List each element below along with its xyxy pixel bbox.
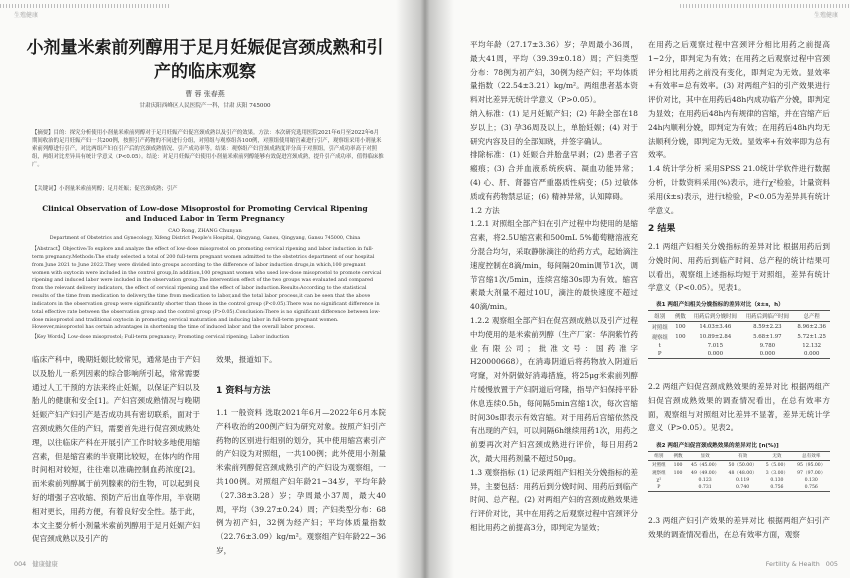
body-column-3: 平均年龄（27.17±3.36）岁；孕周最小36周，最大41周，平均（39.39±0.18）周；产妇类型分布：78例为初产妇，30例为经产妇；平均体质量指数（22.54±3.21）kg/m²。两组患者基本资料对比差异无统计学意义（P>0.05）。 纳入标准：(1) 足月妊娠产妇；(2) 年龄全部在18岁以上；(3) 孕36周及以上，单胎妊娠；(4) 对于研究内容及目的全部知晓，并签字确认。 排除标准：(1) 妊娠合并胎盘早剥；(2) 患者子宫瘢痕；(3) 合并血液系统疾病、凝血功能异常；(4) 心、肝、肾器官严重器质性病变；(5) 过敏体质或有药物禁忌证；(6) 精神异常，认知障碍。 1.2 方法 1.2.1 对照组全部产妇在引产过程中均使用的是缩宫素，将2.5U缩宫素和500mL 5%葡萄糖溶液充分混合均匀，采取静脉滴注的给药方式，起始滴注速度控制在8滴/min，每间隔20min调节1次，调节宫缩1次/5min，连续宫缩30s即为有效。缩宫素最大剂量不超过10U，滴注的最快速度不超过40滴/min。 1.2.2 观察组全部产妇在促宫颈成熟以及引产过程中均使用的是米索前列醇（生产厂家：华润紫竹药业有限公司；批准文号：国药准字H20000668），在消毒阴道后将药物放入阴道后穹窿，对外阴做好消毒措施，将25μg米索前列醇片缓慢放置于产妇阴道后穹隆，指导产妇保持平卧休息连续0.5h，每间隔5min宫缩1次，每次宫缩时间30s即表示有效宫缩。对于用药后宫缩依然没有出现的产妇，可以间隔6h继续用药1次，用药之前要再次对产妇宫颈成熟进行评价，每日用药2次，最大用药剂量不超过50μg。 1.3 观察指标 (1) 记录两组产妇相关分娩指标的差异，主要包括：用药后到分娩时间、用药后到临产时间、总产程。(2) 对两组产妇的宫颈成熟效果进行评价对比，其中在用药之后观察过程中宫颈评分相比用药之前提高3分，即判定为显效； [470,40,638,532]
table-header-cell: 例数 [672,311,690,322]
table-header-cell: 用药后到临产时间 [741,311,793,322]
table-1-caption: 表1 两组产妇相关分娩指标的差异对比（x̄±s，h） [656,302,784,308]
table-cell: 97（97.00） [797,471,826,476]
left-page [0,0,422,578]
table-cell: 观察组 [651,471,666,476]
footer-left [14,559,58,568]
right-page [428,0,850,578]
table-cell: 0.000 [741,350,793,359]
table-cell: 48（48.00） [728,471,757,476]
table-cell: 100 [673,462,683,468]
table-cell: 9.780 [759,343,776,349]
table-cell [670,484,687,492]
result-2-1: 2.1 两组产妇相关分娩指标的差异对比 根据用药后到分娩时间、用药后到临产时间、总产程的统计结果可以看出，观察组上述指标均短于对照组，差异有统计学意义（P<0.05）。见表1。 [648,242,830,293]
result-2-2: 2.2 两组产妇促宫颈成熟效果的差异对比 根据两组产妇促宫颈成熟效果的调查情况看出，在总有效率方面，观察组与对照组对比差异不显著，差异无统计学意义（P>0.05）。见表2。 [648,382,830,433]
page-number: 004 [14,560,27,568]
table-row [648,461,830,470]
table-cell [670,477,687,484]
table-cell: 8.59±2.23 [753,324,782,330]
abstract-en: 【Abstract】Objective:To explore and analyze the effect of low-dose misoprostol on promoting cervical ripening and labor induction in full-term pregnancy.Methods:The study selected a total of 200 full-term pregnant women admitted to the obstetrics department of our hospital from June 2021 to June 2022.They were divided into groups according to the difference of labor induction drugs,in which,100 pregnant women with oxytocin were included in the control group,In addition,100 pregnant women who used low-dose misoprostol to promote cervical ripening and induced labor were included in the observation group.The intervention effect of the two groups was evaluated and compared from the relevant delivery indicators, the effect of cervical ripening and the effect of labor induction.Results:According to the statistical results of the time from medication to delivery,the time from medication to labor,and the total labor process,it can be seen that the above indicators in the observation group were significantly shorter than those in the control group (P<0.05).There was no significant difference in total effective rate between the observation group and the control group (P>0.05).Conclusion:There is no significant difference between low-dose misoprostol and traditional oxytocin in promoting cervical maturation and inducing labor in full-term pregnant women. However,misoprostol has certain advantages in shortening the time of induced labor and the overall labor process. [32,246,382,331]
table-header-cell: 组别 [648,311,672,322]
table-cell: 0.000 [793,350,830,359]
table-cell: 0.756 [792,484,830,492]
table-row [648,477,830,484]
abstract-cn: 【摘要】目的：探究分析使用小剂量米索前列醇对于足月妊娠产妇促宫颈成熟以及引产的效果。方法：本次研究选用医院2021年6月至2022年6月期间收治的足月妊娠产妇一共200例，按照引产药物的不同进行分组，对照组与观察组各100例，对照组使用缩宫素进行引产，观察组采用小剂量米索前列醇进行引产，对比两组产妇在引产后的宫颈成熟情况、引产成功率等。结果：观察组产妇宫颈成熟度评分高于对照组，引产成功率高于对照组，两组对比差异具有统计学意义（P<0.05）。结论：对足月妊娠产妇使用小剂量米索前列醇能够有效促进宫颈成熟，提升引产成功率，值得临床推广。 [32,130,384,168]
table-cell: t [658,343,661,349]
authors: 曹 蓉 张春燕 [185,90,225,98]
table-cell: P [648,484,670,492]
table-cell: 100 [673,470,683,476]
table-cell: 10.89±2.84 [699,334,732,340]
table-header-cell: 用药后到分娩时间 [689,311,741,322]
table-header-cell: 组别 [648,452,670,461]
table-cell: 49（49.00） [691,471,720,476]
table-cell: 0.130 [770,478,784,483]
table-header-cell: 例数 [670,452,687,461]
table-cell [672,350,690,359]
table-cell: 对照组 [651,325,668,331]
table-1 [648,310,830,359]
table-cell: 50（50.00） [728,463,757,468]
table-row [648,322,830,333]
section-1-heading: 1 资料与方法 [216,386,271,396]
table-cell: P [648,350,672,359]
table-cell: 100 [675,334,686,340]
table-cell [672,342,690,350]
table-row [648,484,830,492]
table-cell: 14.03±3.46 [699,324,732,330]
table-cell: 对照组 [651,463,666,468]
affiliation: 甘肃庆阳西峰区人民医院产一科，甘肃 庆阳 745000 [139,103,271,109]
table-cell: 0.119 [736,478,750,483]
table-cell: 0.740 [724,484,762,492]
footer-journal: 健康健康 [32,560,58,568]
body-column-4: 在用药之后观察过程中宫颈评分相比用药之前提高1~2分，即判定为有效；在用药之后观察过程中宫颈评分相比用药之前没有变化，即判定为无效。显效率+有效率=总有效率。(3) 对两组产妇的引产效果进行评价对比，其中在用药后48h内成功临产分娩，即判定为显效；在用药后48h内有规律的宫缩，并在宫缩产后24h内顺利分娩，即判定为有效；在用药后48h内均无法顺利分娩，即判定为无效。显效率+有效率即为总有效率。 1.4 统计学分析 采用SPSS 21.0统计学软件进行数据分析，计数资料采用(%)表示，进行χ²检验，计量资料采用(x̄±s)表示，进行t检验，P<0.05为差异具有统计学意义。 [648,40,830,215]
header-rule-right [680,4,850,8]
section-2-heading: 2 结果 [648,224,676,234]
table-cell: 5.68±1.97 [753,334,782,340]
table-2 [648,451,830,492]
book-gutter [396,0,454,578]
table-row [648,332,830,342]
body-column-2: 1.1 一般资料 选取2021年6月—2022年6月本院产科收治的200例产妇为研究对象。按照产妇引产药物的区别进行组别的划分，其中使用缩宫素引产的产妇设为对照组，一共100例；此外使用小剂量米索前列醇促宫颈成熟引产的产妇设为观察组，一共100例。对照组产妇年龄21~34岁，平均年龄（27.38±3.28）岁；孕周最小37周，最大40周，平均（39.27±0.24）周；产妇类型分布：68例为初产妇，32例为经产妇；平均体质量指数（22.76±3.09）kg/m²。观察组产妇年龄22~36岁， [216,408,386,555]
table-cell: 观察组 [651,335,668,341]
english-title: Clinical Observation of Low-dose Misoprostol for Promoting Cervical Ripening and Induced Labor in Term Pregnancy [42,204,368,223]
table-cell: 5.72±1.25 [797,334,826,340]
table-row [648,342,830,350]
table-cell: χ² [656,478,662,483]
table-cell: 12.132 [802,343,822,349]
body-column-1: 临床产科中，晚期妊娠比较常见，通常是由于产妇以及胎儿一系列因素的综合影响所引起，常常需要通过人工干预的方法来终止妊娠，以保证产妇以及胎儿的健康和安全[1]。产妇宫颈成熟情况与晚期妊娠产妇产妇引产是否成功具有密切联系，面对于宫颈成熟欠佳的产妇，需要首先进行促宫颈成熟处理，以往临床产科在开展引产工作时较多地使用缩宫素，但是缩宫素的半衰期比较短，在体内的作用时间相对较短，往往难以准确控制血药浓度[2]。而米索前列醇属于前列腺素的衍生物，可以起到良好的增强子宫收缩、预防产后出血等作用，半衰期相对更长，用药方便，有着良好安全性。基于此，本文主要分析小剂量米索前列醇用于足月妊娠产妇促宫颈成熟以及引产的 [32,355,200,544]
header-rule [0,4,170,8]
table-cell: 100 [675,324,686,330]
running-header: 生殖健康 [14,12,39,19]
table-cell: 45（45.00） [691,463,720,468]
result-2-3: 2.3 两组产妇引产效果的差异对比 根据两组产妇引产效果的调查情况看出，在总有效率方面，观察 [648,516,830,539]
page-number-right: 005 [825,560,838,568]
keywords-en: 【Key Words】Low-dose misoprostol; Full-term pregnancy; Promoting cervical ripening; Labor induction [32,334,290,340]
table-2-caption: 表2 两组产妇促宫颈成熟效果的差异对比 [n(%)] [656,443,779,449]
keywords-cn: 【关键词】小剂量米索前列醇；足月妊娠；促宫颈成熟；引产 [32,186,178,192]
table-cell: 0.731 [686,484,724,492]
footer-journal-right: Fertility & Health [765,560,820,568]
table-header-cell: 有效 [724,452,762,461]
english-affiliation: Department of Obstetrics and Gynecology, Xifeng District People's Hospital, Qingyang, Gansu, Qingyang, Gansu 745000, China [49,236,361,241]
body-column-2-top: 效果，报道如下。 [216,355,277,364]
table-header-cell: 总有效率 [792,452,830,461]
running-header-right: 生殖健康 [813,12,838,19]
table-cell: 0.000 [689,350,741,359]
table-row [648,350,830,359]
table-cell: 8.96±2.36 [797,324,826,330]
table-cell: 7.015 [707,343,724,349]
table-header-cell: 显效 [686,452,724,461]
table-header-cell: 无效 [761,452,792,461]
table-cell: 0.123 [698,478,712,483]
table-header-cell: 总产程 [793,311,830,322]
table-cell: 0.130 [804,478,818,483]
footer-right [766,560,838,568]
table-cell: 3（3.00） [765,471,789,476]
table-row [648,469,830,477]
table-cell: 0.756 [761,484,792,492]
table-cell: 95（95.00） [797,463,826,468]
article-title: 小剂量米索前列醇用于足月妊娠促宫颈成熟和引产的临床观察 [26,38,384,82]
table-cell: 5（5.00） [765,463,789,468]
english-authors: CAO Rong, ZHANG Chunyan [168,228,242,234]
